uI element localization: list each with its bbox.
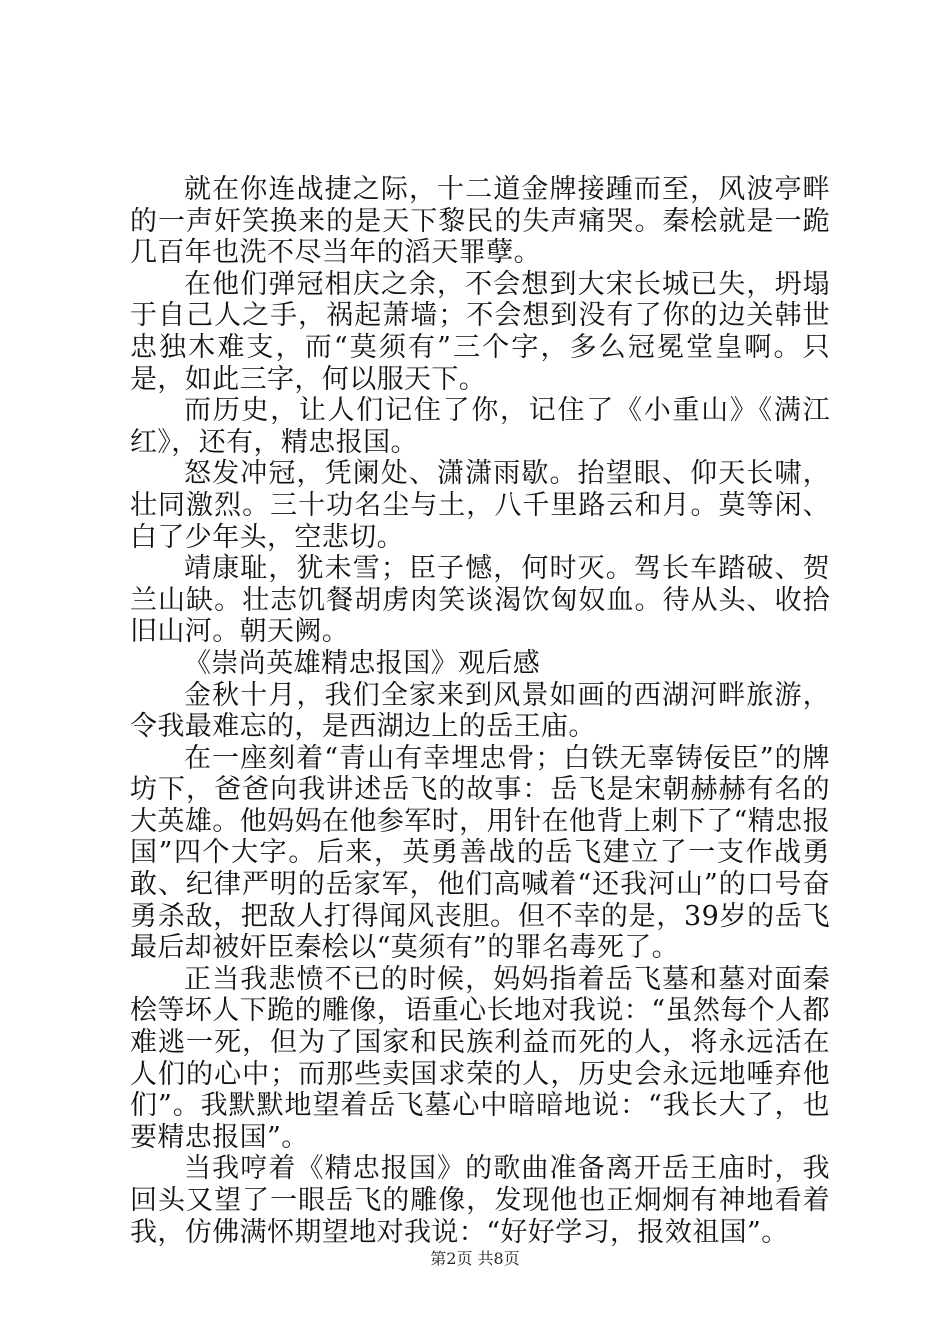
poem-paragraph: 靖康耻，犹未雪；臣子憾，何时灭。驾长车踏破、贺兰山缺。壮志饥餐胡虏肉笑谈渴饮匈奴血。待从头、收拾旧山河。朝天阙。 [130, 553, 830, 648]
document-body [130, 174, 830, 1248]
paragraph: 在他们弹冠相庆之余，不会想到大宋长城已失，坍塌于自己人之手，祸起萧墙；不会想到没有了你的边关韩世忠独木难支，而“莫须有”三个字，多么冠冕堂皇啊。只是，如此三字，何以服天下。 [130, 268, 830, 395]
paragraph: 正当我悲愤不已的时候，妈妈指着岳飞墓和墓对面秦桧等坏人下跪的雕像，语重心长地对我说：“虽然每个人都难逃一死，但为了国家和民族利益而死的人，将永远活在人们的心中；而那些卖国求荣的人，历史会永远地唾弃他们”。我默默地望着岳飞墓心中暗暗地说：“我长大了，也要精忠报国”。 [130, 963, 830, 1153]
paragraph: 而历史，让人们记住了你，记住了《小重山》《满江红》，还有，精忠报国。 [130, 395, 830, 458]
page-number-label: 第2页 共8页 [430, 1249, 520, 1268]
paragraph: 就在你连战捷之际，十二道金牌接踵而至，风波亭畔的一声奸笑换来的是天下黎民的失声痛哭。秦桧就是一跪几百年也洗不尽当年的滔天罪孽。 [130, 174, 830, 269]
page-footer [0, 1246, 950, 1269]
section-title: 《崇尚英雄精忠报国》观后感 [184, 647, 541, 679]
paragraph: 当我哼着《精忠报国》的歌曲准备离开岳王庙时，我回头又望了一眼岳飞的雕像，发现他也正炯炯有神地看着我，仿佛满怀期望地对我说：“好好学习，报效祖国”。 [130, 1153, 830, 1248]
paragraph: 金秋十月，我们全家来到风景如画的西湖河畔旅游，令我最难忘的，是西湖边上的岳王庙。 [130, 679, 830, 743]
poem-paragraph: 怒发冲冠，凭阑处、潇潇雨歇。抬望眼、仰天长啸，壮同激烈。三十功名尘与土，八千里路云和月。莫等闲、白了少年头，空悲切。 [130, 458, 830, 553]
paragraph: 在一座刻着“青山有幸埋忠骨；白铁无辜铸佞臣”的牌坊下，爸爸向我讲述岳飞的故事：岳飞是宋朝赫赫有名的大英雄。他妈妈在他参军时，用针在他背上刺下了“精忠报国”四个大字。后来，英勇善战的岳飞建立了一支作战勇敢、纪律严明的岳家军，他们高喊着“还我河山”的口号奋勇杀敌，把敌人打得闻风丧胆。但不幸的是，39岁的岳飞最后却被奸臣秦桧以“莫须有”的罪名毒死了。 [130, 742, 830, 964]
